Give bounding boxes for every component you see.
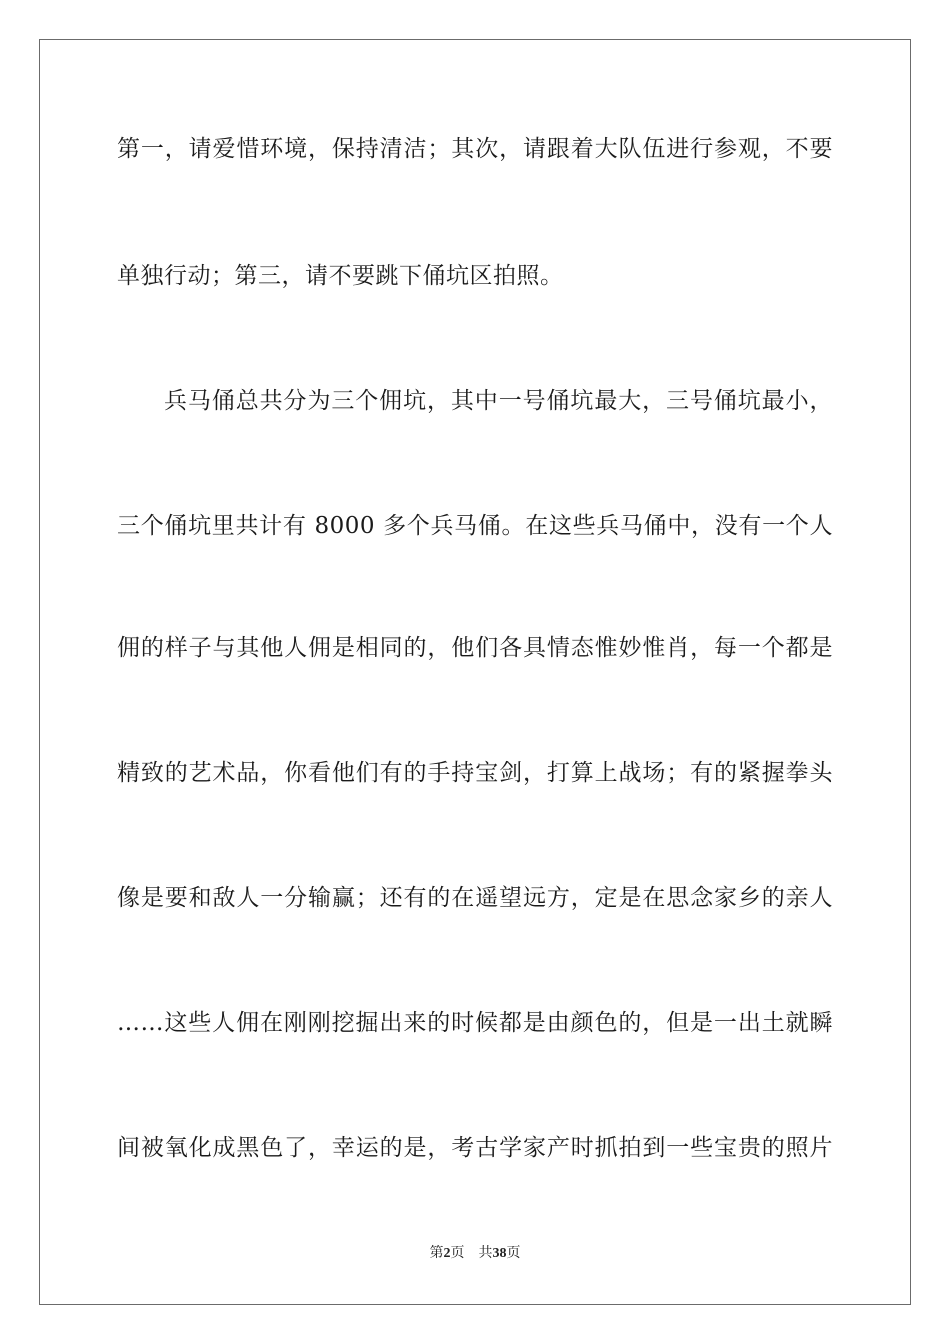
total-suffix: 页 bbox=[506, 1246, 521, 1261]
paragraph-line: 间被氧化成黑色了，幸运的是，考古学家产时抓拍到一些宝贵的照片 bbox=[117, 1135, 833, 1161]
paragraph-line: 精致的艺术品，你看他们有的手持宝剑，打算上战场；有的紧握拳头 bbox=[117, 760, 833, 786]
paragraph-line: 佣的样子与其他人佣是相同的，他们各具情态惟妙惟肖，每一个都是 bbox=[117, 635, 833, 661]
paragraph-line: 兵马俑总共分为三个佣坑，其中一号俑坑最大，三号俑坑最小， bbox=[164, 388, 833, 414]
total-prefix: 共 bbox=[478, 1246, 493, 1261]
page-suffix: 页 bbox=[450, 1246, 465, 1261]
page-number: 2 bbox=[443, 1246, 451, 1261]
paragraph-line: 单独行动；第三，请不要跳下俑坑区拍照。 bbox=[117, 263, 564, 289]
paragraph-line: 三个俑坑里共计有 8000 多个兵马俑。在这些兵马俑中，没有一个人 bbox=[117, 513, 833, 539]
page-border bbox=[39, 39, 911, 1305]
paragraph-line: 像是要和敌人一分输赢；还有的在遥望远方，定是在思念家乡的亲人 bbox=[117, 885, 833, 911]
paragraph-line: ……这些人佣在刚刚挖掘出来的时候都是由颜色的，但是一出土就瞬 bbox=[117, 1010, 833, 1036]
paragraph-line: 第一，请爱惜环境，保持清洁；其次，请跟着大队伍进行参观，不要 bbox=[117, 136, 833, 162]
page-prefix: 第 bbox=[429, 1246, 444, 1261]
total-pages: 38 bbox=[492, 1246, 507, 1261]
page-footer bbox=[0, 1245, 950, 1263]
